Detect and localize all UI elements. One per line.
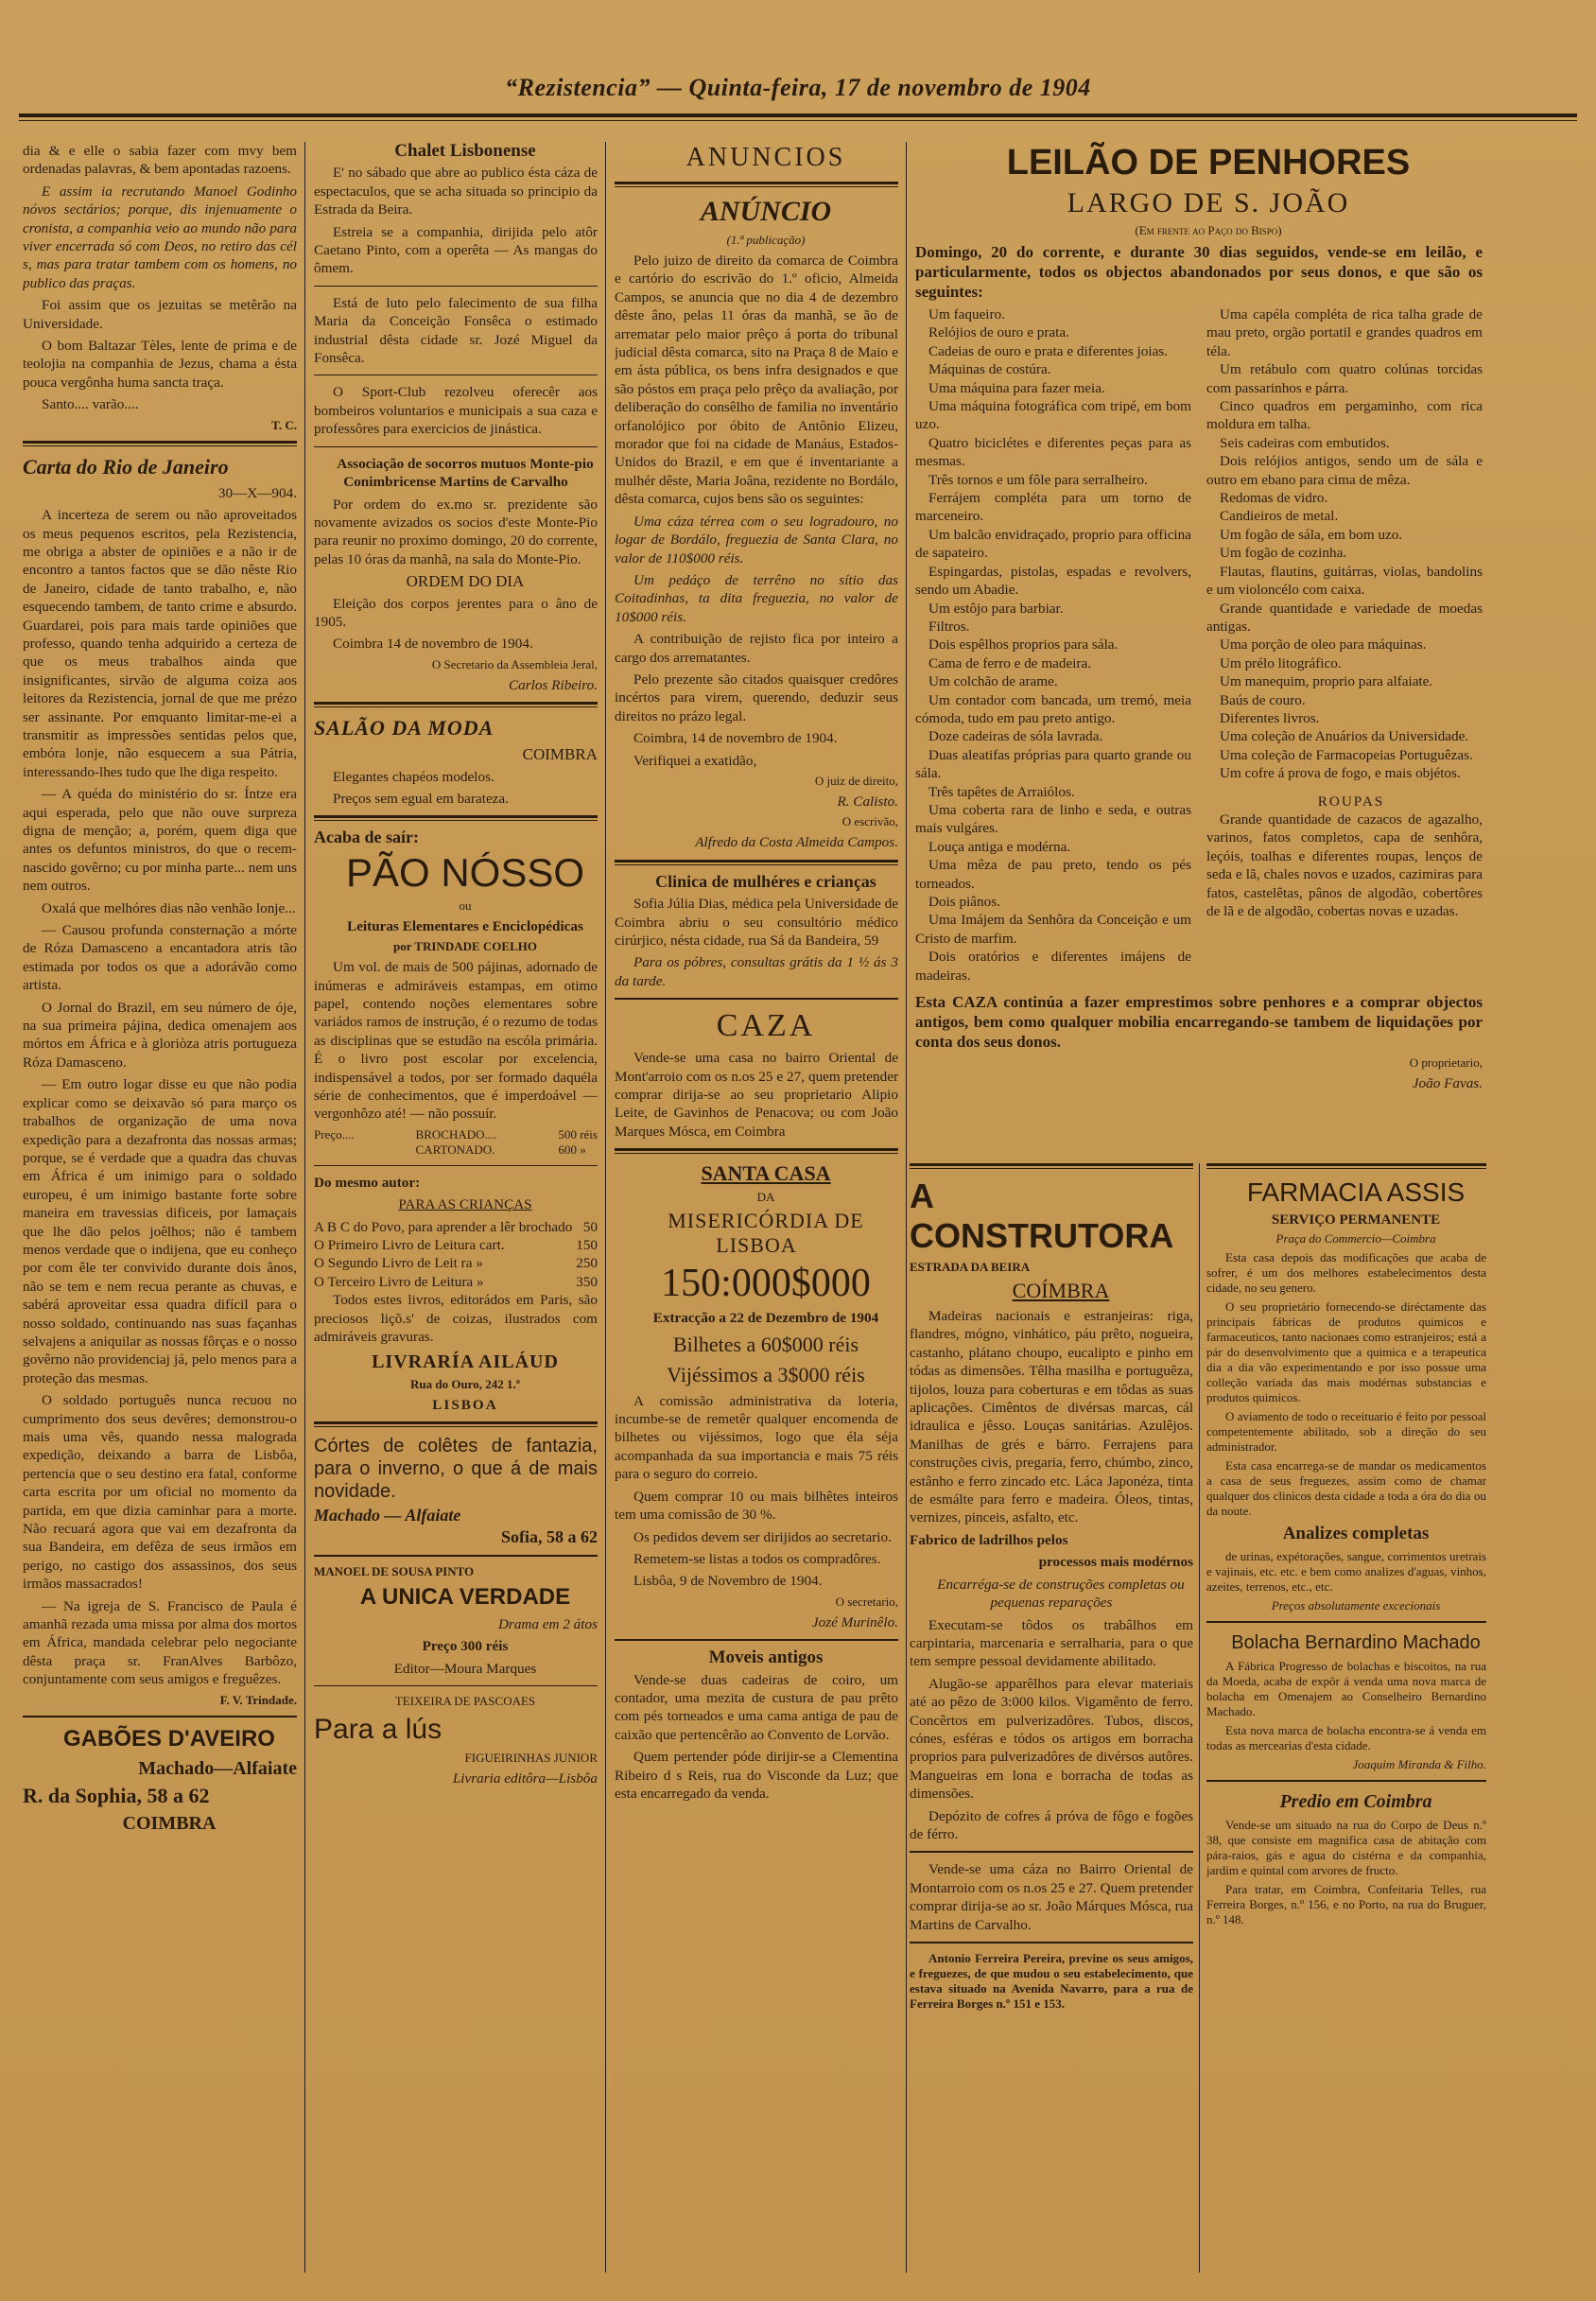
ad-title-da: DA	[756, 1190, 775, 1205]
divider	[314, 1421, 598, 1427]
ad-city: LISBOA	[432, 1396, 498, 1413]
book-price: 350	[576, 1273, 598, 1290]
divider	[1206, 1780, 1486, 1782]
signature: F. V. Trindade.	[219, 1692, 297, 1707]
book-title: Para a lús	[314, 1713, 442, 1745]
price-label: Preço....	[314, 1126, 355, 1142]
book-price: Preço 300 réis	[422, 1638, 509, 1655]
ad-text: Coimbra, 14 de novembro de 1904.	[633, 730, 838, 747]
ad-text: Pelo prezente são citados quaisquer credôres incértos para virem, querendo, deduzir seus direitos no prázo legal.	[615, 671, 898, 724]
article-text: E' no sábado que abre ao publico ésta cáza de espectaculos, que se acha situada so principio da Estrada da Beira.	[314, 165, 598, 218]
auction-item: Dois oratórios e diferentes imájens de madeiras.	[915, 949, 1191, 984]
auction-item: Quatro biciclétes e diferentes peças para as mesmas.	[915, 434, 1191, 470]
ad-text: A Fábrica Progresso de bolachas e biscoitos, na rua da Moeda, acaba de expôr á venda uma nova marca de bolacha em Omenajem ao Conselheiro Bernardino Machado.	[1206, 1659, 1486, 1718]
book-price: 150	[576, 1237, 598, 1254]
signature: R. Calisto.	[837, 793, 898, 810]
auction-item: Candieiros de metal.	[1220, 508, 1339, 525]
ad-text: Madeiras nacionais e estranjeiras: riga, flandres, mógno, vinhático, páu prêto, nogueira, castanho, plátano choupo, eucalipto e pinho em tódas as dimensões. Têlha masilha e portuguêza, tijolos, louza para coberturas e em tôdas as suas aplicações. Cimêntos de divérsas marcas, cál idraulica e jêsso. Louças sanitárias. Azulêjos. Manilhas de grés e bárro. Ferrajens para construções civis, pregaria, ferro, chúmbo, zinco, estânho e ferro zincado etc. Láca Japonéza, tinta de esmálte para ferro e madeira. Óleos, tintas, vernizes, pinceis, asfalto, etc.	[910, 1308, 1193, 1526]
ad-line: Machado—Alfaiate	[138, 1757, 297, 1779]
auction-item: Três tapêtes de Arraiólos.	[928, 783, 1075, 800]
ad-text: Todos estes livros, editorádos em Paris, são preciosos liçõ.s' de coizas, ilustrados com admiráveis gravuras.	[314, 1292, 598, 1346]
auction-item: Um manequim, proprio para alfaiate.	[1220, 673, 1433, 690]
ad-line: Machado — Alfaiate	[314, 1505, 461, 1525]
ad-text: Esta nova marca de bolacha encontra-se á venda em todas as mercearias d'esta cidade.	[1206, 1723, 1486, 1752]
leilao-section	[915, 142, 1483, 1144]
price-type: CARTONADO.	[415, 1142, 495, 1157]
auction-lists	[915, 305, 1483, 985]
article-text: Coimbra 14 de novembro de 1904.	[333, 636, 533, 653]
auction-item: Ferrájem compléta para um torno de marceneiro.	[915, 490, 1191, 525]
farmacia-section	[1206, 1156, 1486, 2282]
ad-address: Praça do Commercio—Coimbra	[1275, 1231, 1436, 1246]
divider	[910, 1942, 1193, 1944]
subheading: processos mais modérnos	[1038, 1554, 1193, 1571]
book-item	[314, 1218, 598, 1236]
divider	[314, 1555, 598, 1557]
ad-text: Remetem-se listas a todos os compradôres.	[633, 1550, 881, 1567]
auction-item: Um contador com bancada, um tremó, meia cómoda, tudo em pau preto antigo.	[915, 691, 1191, 726]
price-values	[558, 1127, 598, 1158]
signature: Joaquim Miranda & Filho.	[1352, 1757, 1486, 1771]
divider	[314, 286, 598, 287]
auction-item: Uma máquina para fazer meia.	[928, 379, 1105, 396]
auction-list-right	[1206, 305, 1483, 985]
article-text: Foi assim que os jezuitas se metêrão na Universidade.	[23, 297, 297, 332]
article-text: O soldado português nunca recuou no cumprimento dos seus devêres; demonstrou-o mais uma vês, quando nessa malograda expedição, deixando a barra de Lisbôa, pertencia que o seu destino era fatal, conforme carta escrita por um oficial no momento da partida, em que dizia caminhar para a morte. Não recuará agora que vai em dezafronta da sua Bandeira, em defêza de seus irmãos em perigo, no castigo dos assassinos, dos seus irmãos massacrados!	[23, 1392, 297, 1593]
ad-title: Moveis antigos	[708, 1647, 824, 1668]
auction-item: Diferentes livros.	[1220, 709, 1320, 726]
ad-text: Um pedáço de terrêno no sítio das Coitadinhas, ta dita freguezia, no valor de 10$000 réis.	[615, 571, 898, 625]
signature: Alfredo da Costa Almeida Campos.	[695, 834, 898, 851]
book-name: A B C do Povo, para aprender a lêr brochado	[314, 1218, 573, 1235]
ad-text: Encarréga-se de construções completas ou pequenas reparações	[937, 1576, 1185, 1612]
auction-item: Um fogão de sála, em bom uzo.	[1220, 526, 1403, 543]
auction-item: Máquinas de costúra.	[928, 361, 1051, 378]
divider	[314, 1685, 598, 1686]
ad-text: Quem pertender póde dirijir-se a Clementina Ribeiro d s Reis, rua do Visconde da Luz; que esta encarregado da venda.	[615, 1749, 898, 1802]
header-rule-thin	[19, 120, 1577, 121]
ad-title: SALÃO DA MODA	[314, 716, 494, 741]
construtora-section	[910, 1156, 1193, 2282]
signature-role: O secretario,	[835, 1594, 898, 1609]
price-value: 600 »	[558, 1142, 586, 1157]
column-3	[615, 142, 898, 2282]
divider	[910, 1851, 1193, 1853]
ad-address: R. da Sophia, 58 a 62	[23, 1783, 210, 1807]
article-text: dia & e elle o sabia fazer com mvy bem ordenadas palavras, & bem apontadas razoens.	[23, 143, 297, 178]
lottery-price: Bilhetes a 60$000 réis	[672, 1332, 859, 1356]
auction-item: Uma coleção de Farmacopeias Portuguêzas.	[1220, 746, 1473, 763]
ad-text: Esta CAZA continúa a fazer emprestimos sobre penhores e a comprar objectos antigos, bem como qualquer mobilia encarregando-se tambem de liquidações por conta dos seus donos.	[915, 993, 1483, 1052]
article-text: Estreia se a companhia, dirijida pelo atôr Caetano Pinto, com a operêta — As mangas do ômem.	[314, 223, 598, 277]
auction-item: Dois espêlhos proprios para sála.	[928, 636, 1119, 654]
ad-text: Elegantes chapéos modelos.	[333, 768, 494, 785]
article-text: E assim ia recrutando Manoel Godinho nóvos sectários; porque, dis injenuamente o cronista, a companhia veio ao mundo não para viver encerrada só com Deos, no retiro das cél s, mas para tratar tambem com os homens, no publico das praças.	[23, 183, 297, 291]
book-price: 50	[582, 1218, 598, 1235]
ad-title: A CONSTRUTORA	[910, 1177, 1174, 1255]
book-subtitle: Drama em 2 átos	[497, 1615, 598, 1632]
auction-items	[1206, 305, 1483, 783]
ad-text: O seu proprietário fornecendo-se diréctamente das principais fábricas de produtos quimicos e farmaceuticos, tanto nacionaes como estranjeiros; está a pár do desenvolvimento que a quimica e a terapeutica dia a dia vão experimentando e por isso possue uma colleção variada das mais modérnas substancias e produtos quimicos.	[1206, 1299, 1486, 1404]
ad-title: LEILÃO DE PENHORES	[1006, 143, 1411, 183]
ad-text: Executam-se tôdos os trabâlhos em carpintaria, marcenaria e serralharia, para o que tem sempre pessoal devidamente abilitado.	[910, 1616, 1193, 1670]
ad-text: Sofia Júlia Dias, médica pela Universidade de Coimbra abriu o seu consultório médico cirúrjico, nésta cidade, rua Sá da Bandeira, 59	[615, 896, 898, 949]
auction-item: Seis cadeiras com embutidos.	[1220, 434, 1390, 451]
publisher: FIGUEIRINHAS JUNIOR	[464, 1750, 598, 1765]
ad-address: Sofia, 58 a 62	[500, 1527, 598, 1547]
ad-city: COÍMBRA	[1012, 1279, 1110, 1302]
article-title: Carta do Rio de Janeiro	[23, 454, 229, 479]
ad-heading: Acaba de saír:	[314, 828, 419, 847]
ad-address: Rua do Ouro, 242 1.º	[409, 1376, 521, 1391]
lottery-price: Vijéssimos a 3$000 réis	[667, 1362, 865, 1386]
auction-item: Um balcão envidraçado, proprio para officina de sapateiro.	[915, 526, 1191, 562]
publisher-line: Livraria editôra—Lisbôa	[452, 1769, 598, 1787]
ad-subtitle: (1.ª publicação)	[726, 233, 806, 247]
divider	[615, 1148, 898, 1154]
price-types	[416, 1127, 497, 1158]
auction-item: Flautas, flautins, guitárras, violas, bandolins e um violoncélo com caixa.	[1206, 563, 1483, 599]
auction-item: Uma Imájem da Senhôra da Conceição e um Cristo de marfim.	[915, 912, 1191, 947]
article-text: Santo.... varão....	[42, 396, 139, 413]
ad-text: Uma cáza térrea com o seu logradouro, no logar de Bordálo, freguezia de Santa Clara, no valor de 110$000 réis.	[615, 513, 898, 567]
article-text: Oxalá que melhóres dias não venhão lonje...	[42, 899, 296, 916]
ad-title: GABÕES D'AVEIRO	[63, 1725, 275, 1752]
subheading: PARA AS CRIANÇAS	[398, 1196, 532, 1213]
auction-item: Uma porção de oleo para máquinas.	[1220, 636, 1427, 654]
divider	[615, 998, 898, 1000]
signature: T. C.	[271, 417, 297, 432]
ad-title: Predio em Coimbra	[1279, 1791, 1432, 1812]
auction-list-left	[915, 305, 1191, 985]
column-separator	[605, 142, 606, 2273]
ad-text: A contribuição de rejisto fica por inteiro a cargo dos arrematantes.	[615, 631, 898, 666]
ad-location: (Em frente ao Paço do Bispo)	[1135, 223, 1282, 237]
ad-text: Um vol. de mais de 500 pájinas, adornado de inúmeras e admiráveis estampas, em otimo papel, contendo noções elementares sobre variádos ramos de instrução, é o rezumo de todas as disciplinas que se estudão na escóla primária. É o livro post escolar por excelencia, indispensável a todos, por ser formado daquéla série de conhecimentos, que é imperdoável — vergonhôzo até! — não possuír.	[314, 959, 598, 1123]
signature: Jozé Murinêlo.	[811, 1613, 898, 1630]
price-table	[314, 1127, 598, 1158]
book-item	[314, 1273, 598, 1291]
ad-text: Grande quantidade de cazacos de agazalho, varinos, fatos completos, capa de senhôra, leçóis, toalhas e diferentes roupas, lenços de seda e lã, chales novos e uzados, cazimiras para fatos, castelêtas, pânos de algodão, cobertôres de lã e de algodão, cobertas novas e uzadas.	[1206, 811, 1483, 919]
auction-item: Um cofre á prova de fogo, e mais objétos.	[1220, 765, 1461, 782]
article-text: Por ordem do ex.mo sr. prezidente são novamente avizados os socios d'este Monte-Pio para reunir no proximo domingo, 20 do corrente, pelas 10 óras da manhã, na sala do Monte-Pio.	[314, 496, 598, 567]
ad-text: Pelo juizo de direito da comarca de Coimbra e cartório do escrivão do 1.º oficio, Almeida Campos, se anuncia que no dia 4 de dezembro dêste âno, pelas 11 óras da manhã, se ão de arrematar pelo maior prêço á porta do tribunal judicial dêsta comarca, sito na Praça 8 de Maio e em ásta pública, os bens infra designados e que são póstos em praça pelo prêço da avaliação, por deliberação do consêlho de familia no inventário orfanolójico por óbito de Antônio Elizeu, morador que foi na cidade de Manáus, Estados-Unidos do Brazil, e em que é inventariante a mulhér dêste, Maria Joâna, rezidente no Bordálo, dêsta comarca, cujos bens são os seguintes:	[615, 253, 898, 508]
article-text: Eleição dos corpos jerentes para o âno de 1905.	[314, 595, 598, 630]
divider	[314, 446, 598, 447]
ad-text: Lisbôa, 9 de Novembro de 1904.	[633, 1573, 823, 1590]
section-title: ANUNCIOS	[685, 143, 846, 172]
divider	[23, 1716, 297, 1717]
ad-text: Alugão-se apparêlhos para elevar materiais até ao pêzo de 3:000 kilos. Vigamênto de ferro. Concêrtos em pulverizadôres. Tubos, discos, cónes, esféras e tódos os artigos em borracha proprios para pulverizadôres de divérsos autôres. Mangueiras em lona e borracha de todas as dimensões.	[910, 1675, 1193, 1803]
ad-text: Os pedidos devem ser dirijidos ao secretario.	[633, 1528, 892, 1545]
auction-item: Espingardas, pistolas, espadas e revolvers, sendo um Abadie.	[915, 563, 1191, 599]
book-title: A UNICA VERDADE	[359, 1583, 571, 1610]
lottery-prize: 150:000$000	[661, 1262, 871, 1306]
auction-item: Um estôjo para barbiar.	[928, 600, 1064, 617]
divider	[615, 1639, 898, 1641]
author-name: TEIXEIRA DE PASCOAES	[394, 1693, 536, 1708]
book-subtitle: Leituras Elementares e Enciclopédicas	[347, 917, 583, 934]
column-separator	[1199, 1163, 1200, 2273]
ad-text: Depózito de cofres á próva de fôgo e fogões de férro.	[910, 1807, 1193, 1842]
ad-city: COIMBRA	[522, 745, 598, 764]
auction-item: Cadeias de ouro e prata e diferentes joias.	[928, 342, 1169, 359]
subheading: ORDEM DO DIA	[406, 572, 525, 591]
signature: João Favas.	[1412, 1075, 1483, 1092]
divider	[615, 182, 898, 187]
auction-item: Louça antiga e modérna.	[928, 838, 1071, 855]
divider	[910, 1163, 1193, 1169]
lottery-date: Extracção a 22 de Dezembro de 1904	[652, 1310, 879, 1327]
auction-item: Um retábulo com quatro colúnas torcidas com passarinhos e párra.	[1206, 361, 1483, 396]
ad-title: ANÚNCIO	[700, 196, 832, 227]
ad-text: O aviamento de todo o receituario é feito por pessoal competentemente abilitado, sob a direção do seu administrador.	[1206, 1409, 1486, 1454]
ad-title: Clinica de mulhéres e crianças	[655, 871, 876, 891]
article-text: O bom Baltazar Tèles, lente de prima e de teolojia na companhia de Jezus, chama a ésta pouca vergônha huma sancta traça.	[23, 338, 297, 391]
auction-item: Um colchão de arame.	[928, 673, 1058, 690]
book-item	[314, 1236, 598, 1254]
auction-item: Um faqueiro.	[928, 306, 1005, 322]
ad-title: LIVRARÍA AILÁUD	[372, 1351, 559, 1372]
article-text: A incerteza de serem ou não aproveitados os meus pequenos escritos, pela Rezistencia, me obriga a abster de opiniões e a não ir de encontro a tantos factos que se dão nêste Rio de Janeiro, cidade de tanto trabalho, e, não esquecendo tambem, de tanto crime e absurdo. Guardarei, pois para mais tarde opiniões que professo, quando tenha adquirido a certeza de que os meus trabalhos ainda que insignificantes, sirvão de alguma coiza aos leitores da Rezistencia, jornal de que me prézo ser assinante. Por emquanto limitar-me-ei a transmitir as impressões sentidas pelos que, embóra lonje, não esquecem a sua Pátria, interessando-lhes tudo que lhe diga respeito.	[23, 507, 297, 780]
article-title: Associação de socorros mutuos Monte-pio Conimbricense Martins de Carvalho	[337, 455, 594, 491]
book-or: ou	[459, 898, 472, 913]
ad-text: Preços absolutamente excecionais	[1271, 1598, 1441, 1612]
auction-item: Uma capéla compléta de rica talha grade de mau preto, orgão portatil e grandes quadros em téla.	[1206, 306, 1483, 359]
author-name: MANOEL DE SOUSA PINTO	[314, 1563, 475, 1578]
ad-text: Esta casa depois das modificações que acaba de sofrer, é um dos melhores estabelecimentos desta cidade, no seu genero.	[1206, 1250, 1486, 1295]
signature-role: O proprietario,	[1409, 1055, 1483, 1071]
book-item	[314, 1254, 598, 1272]
divider	[314, 815, 598, 821]
ad-title: Córtes de colêtes de fantazia, para o inverno, o que á de mais novidade.	[314, 1435, 598, 1502]
ad-intro: Domingo, 20 do corrente, e durante 30 dias seguidos, vende-se em leilão, e particularmente, todos os objectos abandonados por seus donos, e que são os seguintes:	[915, 243, 1483, 301]
ad-text: Vende-se uma casa no bairro Oriental de Mont'arroio com os n.os 25 e 27, quem pretender comprar dirija-se ao seu proprietario Alipio Leite, de Gavinhos de Penacova; ou com João Marques Mósca, em Coimbra	[615, 1050, 898, 1140]
auction-item: Cinco quadros em pergaminho, com rica moldura em talha.	[1206, 398, 1483, 433]
article-text: — Causou profunda consternação a mórte de Róza Damasceno a encantadora atris tão estimada por todos os que a adorávão como artista.	[23, 922, 297, 994]
ad-title: FARMACIA ASSIS	[1246, 1177, 1466, 1207]
auction-item: Doze cadeiras de sóla lavrada.	[928, 728, 1103, 745]
book-name: O Segundo Livro de Leit ra »	[314, 1255, 483, 1272]
column-2	[314, 142, 598, 2282]
divider	[314, 1165, 598, 1166]
auction-item: Dois relójios antigos, sendo um de sála e outro em ebano para cima de mêza.	[1206, 453, 1483, 488]
ad-text: Verifiquei a exatidão,	[633, 752, 757, 769]
book-author: por TRINDADE COELHO	[393, 939, 537, 954]
price-value: 500 réis	[558, 1126, 598, 1142]
divider	[23, 441, 297, 446]
divider	[1206, 1163, 1486, 1169]
book-editor: Editor—Moura Marques	[393, 1660, 537, 1677]
ad-text: de urinas, expétorações, sangue, corrimentos uretrais e vajinais, etc. etc. e bem como analizes d'aguas, vinhos, azeites, terrenos, etc., etc.	[1206, 1549, 1486, 1594]
ad-title: MISERICÓRDIA DE LISBOA	[668, 1209, 864, 1258]
ad-subtitle: LARGO DE S. JOÃO	[1067, 187, 1350, 218]
signature: Carlos Ribeiro.	[509, 676, 598, 693]
column-separator	[304, 142, 305, 2273]
auction-item: Uma coleção de Anuários da Universidade.	[1220, 728, 1469, 745]
ad-text: Antonio Ferreira Pereira, previne os seus amigos, e freguezes, de que mudou o seu estabelecimento, que estava situado na Avenida Navarro, para a rua de Ferreira Borges n.º 151 e 153.	[910, 1951, 1193, 2011]
signature-role: O escrivão,	[841, 814, 898, 829]
auction-item: Uma mêza de pau preto, tendo os pés torneados.	[915, 857, 1191, 892]
masthead: “Rezistencia” — Quinta-feira, 17 de novembro de 1904	[505, 74, 1091, 101]
ad-text: A comissão administrativa da loteria, incumbe-se de remetêr qualquer encomenda de bilhetes ou vijéssimos, logo que éla séja acompanhada da sua importancia e mais 75 réis para o seguro do correio.	[615, 1392, 898, 1483]
divider	[615, 860, 898, 865]
article-text: — A quéda do ministério do sr. Íntze era aqui esperada, pelo que não ouve surpreza digna de menção; a, porém, quem diga que antes os defuntos ministros, do que o recem-nascido govêrno; cu por minha parte... nem uns nem outros.	[23, 786, 297, 895]
ad-text: Para os póbres, consultas grátis da 1 ½ ás 3 da tarde.	[615, 954, 898, 989]
auction-item: Relójios de ouro e prata.	[928, 324, 1069, 341]
auction-item: Um prélo litográfico.	[1220, 654, 1342, 671]
ad-text: Esta casa encarrega-se de mandar os medicamentos a casa de seus freguezes, assim como de chamar qualquer dos clinicos desta cidade a toda a óra do dia ou da noute.	[1206, 1458, 1486, 1518]
signature-role: O Secretario da Assembleia Jeral,	[431, 656, 598, 671]
book-price: 250	[576, 1255, 598, 1272]
auction-item: Dois piânos.	[928, 894, 1000, 910]
divider	[314, 702, 598, 707]
auction-item: Grande quantidade e variedade de moedas antigas.	[1206, 600, 1483, 635]
ad-subtitle: SERVIÇO PERMANENTE	[1271, 1212, 1441, 1228]
auction-item: Três tornos e um fôle para serralheiro.	[928, 471, 1148, 488]
column-1	[23, 142, 297, 2282]
header-rule	[19, 113, 1577, 117]
price-type: BROCHADO....	[415, 1126, 497, 1142]
ad-title: Bolacha Bernardino Machado	[1231, 1632, 1481, 1653]
article-text: — Em outro logar disse eu que não podia explicar como se deixavão só para março os trabalhos de organização de uma nova expedição para a dezafronta das nossas armas; porque, se é verdade que a quadra das chuvas em África é um inimigo para o soldado europeu, é um inimigo bastante forte sobre maneira em travessias dificeis, por lamaçais que lhe dão pelos joêlhos; não é tambem menos verdade que o indijena, que eu conheço por com êle ter convivido durante dois ânos, não se tem e nem recua perante as chuvas, e sabérá aproveitar essa quadra difícil para o nosso soldado, continuando nas suas façanhas selvajens a aniquilar as nossas fôrças e o nosso govêrno não providenciaj já, pelo menos para a proteção das mesmas.	[23, 1076, 297, 1386]
subheading: ROUPAS	[1317, 793, 1385, 810]
ad-text: Para tratar, em Coimbra, Confeitaria Telles, rua Ferreira Borges, n.º 156, e no Porto, na rua do Bruguer, n.º 148.	[1206, 1882, 1486, 1926]
ad-text: Vende-se um situado na rua do Corpo de Deus n.º 38, que consiste em magnifica casa de abitação com pára-raios, gás e agua do cistérna e da companhia, jardim e quintal com arvores de fructo.	[1206, 1818, 1486, 1877]
article-text: — Na igreja de S. Francisco de Paula é amanhã rezada uma missa por alma dos mortos em África, mandada celebrar pelo negociante dêsta praça sr. FranAlves Barbôzo, conjuntamente com seus amigos e freguêzes.	[23, 1597, 297, 1688]
column-separator	[906, 142, 907, 2273]
auction-item: Redomas de vidro.	[1220, 490, 1328, 507]
auction-item: Um fogão de cozinha.	[1220, 545, 1347, 562]
auction-item: Baús de couro.	[1220, 691, 1306, 708]
auction-item: Filtros.	[928, 618, 970, 635]
signature-role: O juiz de direito,	[814, 773, 898, 788]
article-date: 30—X—904.	[217, 484, 297, 501]
ad-text: Preços sem egual em barateza.	[333, 790, 509, 807]
ad-title: SANTA CASA	[701, 1161, 831, 1186]
book-name: O Terceiro Livro de Leitura »	[314, 1273, 484, 1290]
ad-text: Vende-se duas cadeiras de coiro, um contador, uma mezita de custura de pau prêto com pés torneados e uma cama antiga de pau de caixão que pertencêrão ao Convento de Lorvão.	[615, 1671, 898, 1743]
subheading: Do mesmo autor:	[314, 1174, 421, 1191]
auction-item: Cama de ferro e de madeira.	[928, 654, 1092, 671]
ad-address: ESTRADA DA BEIRA	[910, 1260, 1031, 1274]
ad-text: Vende-se uma cáza no Bairro Oriental de Montarroio com os n.os 25 e 27. Quem pretender comprar dirija-se ao sr. João Márques Mósca, rua Martins de Carvalho.	[910, 1861, 1193, 1933]
auction-item: Uma máquina fotográfica com tripé, em bom uzo.	[915, 398, 1191, 433]
subheading: Analizes completas	[1282, 1524, 1430, 1543]
ad-text: Quem comprar 10 ou mais bilhêtes inteiros tem uma comissão de 30 %.	[615, 1488, 898, 1524]
book-title: PÃO NÓSSO	[345, 849, 585, 895]
auction-item: Uma coberta rara de linho e seda, e outras mais vulgáres.	[915, 801, 1191, 837]
ad-title: CAZA	[716, 1008, 816, 1044]
auction-item: Duas aleatifas próprias para quarto grande ou sála.	[915, 746, 1191, 782]
article-text: O Sport-Club rezolveu oferecêr aos bombeiros voluntarios e municipais a sua caza e professôres para exercicios de jinástica.	[314, 384, 598, 438]
book-name: O Primeiro Livro de Leitura cart.	[314, 1237, 505, 1254]
subheading: Fabrico de ladrilhos pelos	[910, 1531, 1068, 1548]
divider	[1206, 1621, 1486, 1623]
article-title: Chalet Lisbonense	[394, 142, 536, 161]
article-text: O Jornal do Brazil, em seu número de óje, na sua primeira pájina, dedica omenajem aos mórtos em África e à gloriòza atris portugueza Róza Damasceno.	[23, 999, 297, 1071]
article-text: Está de luto pelo falecimento de sua filha Maria da Conceição Fonsêca o estimado industrial dêsta cidade sr. Jozé Miguel da Fonsêca.	[314, 294, 598, 367]
ad-city: COIMBRA	[122, 1812, 217, 1834]
